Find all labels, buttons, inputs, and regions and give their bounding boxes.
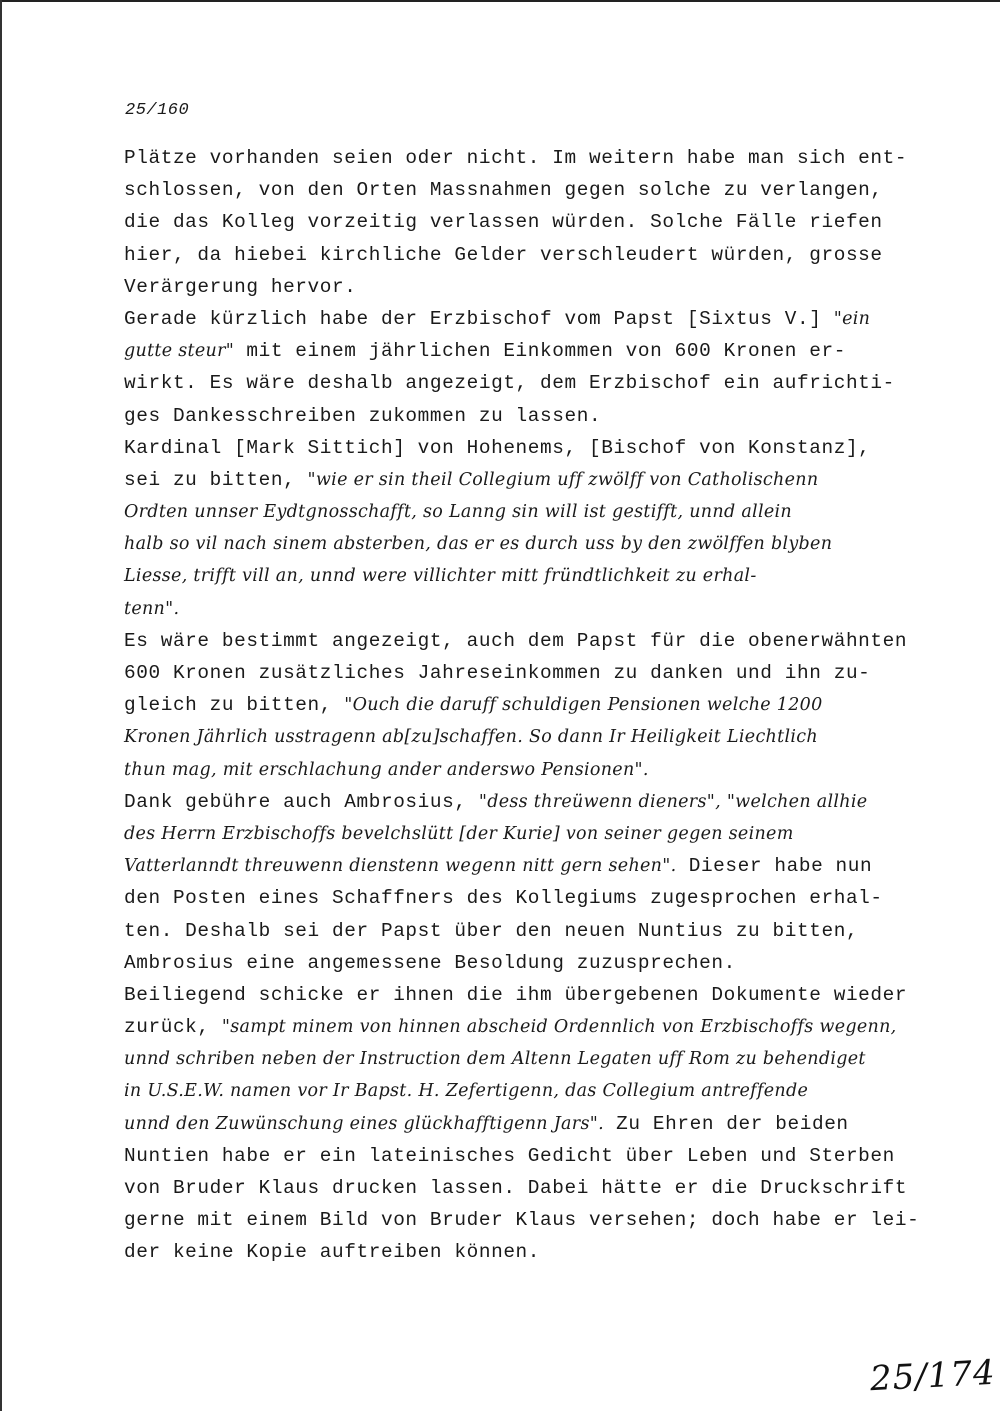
text-line (124, 689, 904, 721)
body-text: Kardinal [Mark Sittich] von Hohenems, [Bischof von Konstanz], (124, 436, 871, 459)
body-text: Dank gebühre auch Ambrosius, (124, 790, 479, 813)
quoted-text: "dess threüwenn dieners", "welchen allhie (478, 791, 868, 812)
text-line (124, 206, 904, 238)
text-line (124, 142, 908, 174)
text-line (124, 1204, 920, 1236)
body-text: Nuntien habe er ein lateinisches Gedicht über Leben und Sterben (124, 1144, 895, 1167)
quoted-text: Vatterlanndt threuwenn dienstenn wegenn nitt gern sehen". (124, 856, 677, 877)
body-text: gerne mit einem Bild von Bruder Klaus versehen; doch habe er lei- (124, 1209, 920, 1232)
quoted-text: halb so vil nach sinem absterben, das er es durch uss by den zwölffen blyben (124, 534, 833, 555)
quoted-text: unnd den Zuwünschung eines glückhafftigenn Jars". (124, 1113, 604, 1134)
text-line (124, 432, 904, 464)
text-line (124, 721, 904, 753)
quoted-text: thun mag, mit erschlachung ander anderswo Pensionen". (124, 759, 649, 780)
text-line (124, 915, 904, 947)
body-text: ges Dankesschreiben zukommen zu lassen. (124, 404, 602, 427)
quoted-text: "wie er sin theil Collegium uff zwölff von Catholischenn (307, 469, 819, 490)
body-text: gleich zu bitten, (124, 694, 345, 717)
text-line (124, 560, 904, 592)
quoted-text: des Herrn Erzbischoffs bevelchslütt [der Kurie] von seiner gegen seinem (124, 823, 794, 844)
text-line (124, 1236, 904, 1268)
text-line (124, 818, 904, 850)
body-text: sei zu bitten, (124, 468, 308, 491)
text-line (124, 1172, 908, 1204)
body-text: Dieser habe nun (676, 855, 873, 878)
body-text: 600 Kronen zusätzliches Jahreseinkommen zu danken und ihn zu- (124, 662, 871, 684)
text-line (124, 850, 904, 882)
body-text: der keine Kopie auftreiben können. (124, 1241, 541, 1264)
handwritten-folio-number: 25/174 (869, 1352, 997, 1400)
body-text: mit einem jährlichen Einkommen von 600 Kronen er- (234, 340, 846, 363)
top-border (0, 0, 1000, 2)
text-line (124, 303, 904, 335)
body-text: Beiliegend schicke er ihnen die ihm übergebenen Dokumente wieder (124, 983, 908, 1006)
text-line (124, 528, 904, 560)
text-line (124, 593, 904, 625)
text-line (124, 174, 904, 206)
text-line (124, 271, 904, 303)
quoted-text: Kronen Jährlich usstragenn ab[zu]schaffen. So dann Ir Heiligkeit Liechtlich (124, 727, 818, 748)
quoted-text: "Ouch die daruff schuldigen Pensionen welche 1200 (344, 695, 823, 716)
text-line (124, 657, 904, 689)
body-text: Gerade kürzlich habe der Erzbischof vom Papst [Sixtus V.] (124, 307, 834, 330)
body-text: schlossen, von den Orten Massnahmen gegen solche zu verlangen, (124, 179, 883, 202)
quoted-text: "sampt minem von hinnen abscheid Ordennlich von Erzbischoffs wegenn, (221, 1017, 897, 1038)
text-line (124, 400, 904, 432)
quoted-text: Liesse, trifft vill an, unnd were villichter mitt fründtlichkeit zu erhal- (124, 566, 757, 587)
text-line (124, 335, 904, 367)
body-text: den Posten eines Schaffners des Kollegiums zugesprochen erhal- (124, 887, 883, 910)
body-text: wirkt. Es wäre deshalb angezeigt, dem Erzbischof ein aufrichti- (124, 372, 895, 395)
text-line (124, 464, 904, 496)
body-text: von Bruder Klaus drucken lassen. Dabei hätte er die Druckschrift (124, 1177, 908, 1199)
quoted-text: tenn". (124, 598, 180, 619)
body-text: hier, da hiebei kirchliche Gelder verschleudert würden, grosse (124, 243, 883, 266)
text-line (124, 882, 904, 914)
text-line (124, 1075, 904, 1107)
quoted-text: unnd schriben neben der Instruction dem Altenn Legaten uff Rom zu behendiget (124, 1049, 866, 1070)
body-text: die das Kolleg vorzeitig verlassen würden. Solche Fälle riefen (124, 211, 883, 234)
text-line (124, 947, 904, 979)
left-edge-border (0, 0, 2, 1411)
body-text: Plätze vorhanden seien oder nicht. Im weitern habe man sich ent- (124, 147, 908, 169)
quoted-text: Ordten unnser Eydtgnosschafft, so Lanng sin will ist gestifft, unnd allein (124, 502, 792, 523)
body-text: ten. Deshalb sei der Papst über den neuen Nuntius zu bitten, (124, 919, 859, 942)
quoted-text: in U.S.E.W. namen vor Ir Bapst. H. Zefertigenn, das Collegium antreffende (124, 1081, 809, 1102)
quoted-text: "ein (833, 308, 871, 329)
body-text: Verärgerung hervor. (124, 275, 357, 298)
quoted-text: gutte steur" (124, 341, 235, 362)
text-line (124, 1108, 904, 1140)
text-line (124, 1043, 904, 1075)
page-number: 25/160 (125, 101, 190, 120)
text-line (124, 625, 908, 657)
text-line (124, 496, 904, 528)
text-line (124, 239, 904, 271)
text-line (124, 786, 904, 818)
body-text: Ambrosius eine angemessene Besoldung zuzusprechen. (124, 951, 736, 974)
text-line (124, 979, 908, 1011)
text-line (124, 367, 904, 399)
body-text: zurück, (124, 1016, 222, 1039)
text-line (124, 1011, 904, 1043)
document-body (124, 142, 920, 1269)
body-text: Zu Ehren der beiden (603, 1112, 849, 1135)
text-line (124, 754, 904, 786)
body-text: Es wäre bestimmt angezeigt, auch dem Papst für die obenerwähnten (124, 629, 908, 652)
text-line (124, 1140, 904, 1172)
